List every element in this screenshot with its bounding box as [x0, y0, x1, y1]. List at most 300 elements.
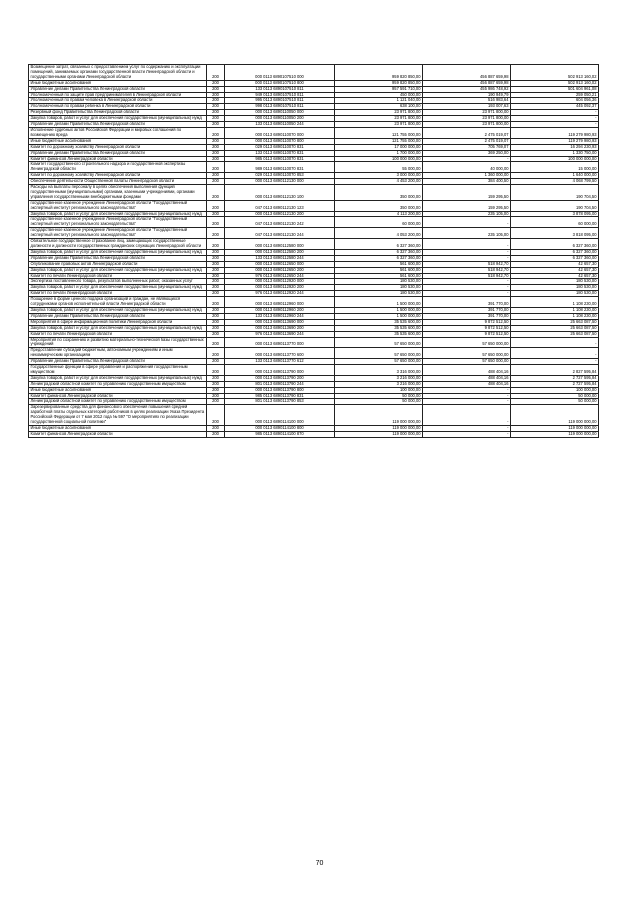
budget-table	[28, 64, 599, 438]
cell-plan: 121 755 000,00	[335, 138, 423, 144]
cell-exec: 57 650 000,00	[423, 359, 511, 365]
cell-code: 200	[207, 185, 225, 201]
cell-name: Управление делами Правительства Ленинградской области	[29, 150, 207, 156]
cell-exec: 9 872 512,50	[423, 331, 511, 337]
cell-rest: -	[511, 359, 599, 365]
cell-kbk: 000 0113 6890113770 600	[225, 348, 335, 359]
cell-plan: 119 000 000,00	[335, 426, 423, 432]
cell-exec: -	[423, 426, 511, 432]
table-row	[29, 348, 599, 359]
cell-exec: 518 942,70	[423, 267, 511, 273]
cell-rest: 180 530,00	[511, 291, 599, 297]
cell-rest: 502 913 160,02	[511, 65, 599, 81]
cell-kbk: 133 0113 6890110070 831	[225, 150, 335, 156]
cell-plan: 180 530,00	[335, 279, 423, 285]
cell-exec: 391 770,00	[423, 307, 511, 313]
cell-code: 200	[207, 110, 225, 116]
cell-code: 200	[207, 92, 225, 98]
cell-plan: 4 453 200,00	[335, 179, 423, 185]
cell-kbk: 029 0113 6890110070 831	[225, 144, 335, 150]
cell-kbk: 133 0113 6890107510 811	[225, 86, 335, 92]
cell-exec: -	[423, 156, 511, 162]
cell-kbk: 000 0113 6890113790 800	[225, 387, 335, 393]
cell-rest: 2 727 595,84	[511, 381, 599, 387]
cell-name: Опубликование правовых актов Ленинградской области	[29, 261, 207, 267]
cell-plan: 1 500 000,00	[335, 307, 423, 313]
cell-code: 200	[207, 291, 225, 297]
cell-code: 200	[207, 313, 225, 319]
cell-name: Комитет по печати Ленинградской области	[29, 331, 207, 337]
cell-rest: 119 000 000,00	[511, 426, 599, 432]
cell-plan: 4 113 200,00	[335, 211, 423, 217]
cell-rest: 1 108 230,00	[511, 297, 599, 308]
cell-kbk: 133 0113 6890110050 244	[225, 122, 335, 128]
cell-kbk: 000 0113 6890113690 200	[225, 325, 335, 331]
cell-plan: 23 971 800,00	[335, 110, 423, 116]
cell-rest: 2 727 595,84	[511, 375, 599, 381]
cell-code: 200	[207, 162, 225, 173]
table-row	[29, 431, 599, 437]
cell-plan: 1 121 040,00	[335, 98, 423, 104]
cell-rest: 25 663 087,50	[511, 331, 599, 337]
cell-rest: 25 663 087,50	[511, 325, 599, 331]
cell-rest: -	[511, 337, 599, 348]
cell-code: 200	[207, 228, 225, 239]
cell-plan: 100 000 000,00	[335, 156, 423, 162]
cell-code: 200	[207, 104, 225, 110]
cell-code: 200	[207, 387, 225, 393]
cell-rest: -	[511, 122, 599, 128]
cell-name: Комитет финансов Ленинградской области	[29, 431, 207, 437]
cell-name: Расходы на выплаты персоналу в целях обеспечения выполнения функций государственными (муниципальными) органами, казенными учреждениями, органами управления государственными внебюджетными фондами	[29, 185, 207, 201]
cell-kbk: 000 0113 6890112650 200	[225, 267, 335, 273]
cell-code: 200	[207, 325, 225, 331]
cell-kbk: 000 0113 6890113790 200	[225, 375, 335, 381]
page-number: 70	[315, 860, 324, 867]
cell-exec: 23 971 800,00	[423, 122, 511, 128]
cell-kbk: 047 0113 6890112130 244	[225, 228, 335, 239]
cell-exec: -	[423, 249, 511, 255]
cell-exec: 2 475 019,07	[423, 127, 511, 138]
cell-plan: 119 000 000,00	[335, 405, 423, 426]
cell-kbk: 976 0113 6890112920 244	[225, 291, 335, 297]
cell-rest: 259 050,21	[511, 92, 599, 98]
cell-exec: 235 105,00	[423, 211, 511, 217]
cell-code: 200	[207, 239, 225, 250]
table-row	[29, 239, 599, 250]
cell-name: Закупка товаров, работ и услуг для обеспечения государственных (муниципальных) нужд	[29, 211, 207, 217]
table-row	[29, 127, 599, 138]
cell-exec: 159 295,50	[423, 185, 511, 201]
cell-rest: 1 108 230,00	[511, 313, 599, 319]
cell-exec: 488 404,16	[423, 365, 511, 376]
cell-code: 200	[207, 116, 225, 122]
cell-name: Комитет по дорожному хозяйству Ленинградской области	[29, 173, 207, 179]
cell-exec: 369 250,00	[423, 150, 511, 156]
cell-rest: 190 704,50	[511, 200, 599, 211]
cell-kbk: 047 0113 6890112130 242	[225, 217, 335, 228]
cell-plan: 561 600,00	[335, 261, 423, 267]
cell-kbk: 000 0113 6890114100 800	[225, 426, 335, 432]
cell-kbk: 000 0113 6890110070 800	[225, 138, 335, 144]
cell-code: 200	[207, 319, 225, 325]
cell-name: государственное казенное учреждение Ленинградской области "Государственный экспертный институт регионального законодательства"	[29, 200, 207, 211]
cell-name: Закупка товаров, работ и услуг для обеспечения государственных (муниципальных) нужд	[29, 325, 207, 331]
cell-code: 200	[207, 285, 225, 291]
cell-exec: 190 949,79	[423, 92, 511, 98]
cell-rest: 119 279 980,93	[511, 127, 599, 138]
cell-rest: 501 604 961,08	[511, 86, 599, 92]
cell-code: 200	[207, 80, 225, 86]
cell-code: 200	[207, 156, 225, 162]
cell-name: Исполнение судебных актов Российской Федерации и мировых соглашений по возмещению вреда	[29, 127, 207, 138]
cell-exec: 391 770,00	[423, 297, 511, 308]
cell-code: 200	[207, 173, 225, 179]
cell-exec: 23 971 800,00	[423, 116, 511, 122]
cell-exec: 391 770,00	[423, 313, 511, 319]
cell-plan: 1 700 000,00	[335, 150, 423, 156]
cell-kbk: 000 0113 6890113790 000	[225, 365, 335, 376]
cell-plan: 57 650 000,00	[335, 359, 423, 365]
cell-kbk: 000 0113 6890107510 800	[225, 80, 335, 86]
cell-kbk: 133 0113 6890113770 612	[225, 359, 335, 365]
cell-name: Закупка товаров, работ и услуг для обеспечения государственных (муниципальных) нужд	[29, 307, 207, 313]
cell-plan: 3 216 000,00	[335, 381, 423, 387]
cell-plan: 350 000,00	[335, 200, 423, 211]
cell-rest: 180 530,00	[511, 279, 599, 285]
cell-name: Зарезервированные средства для финансового обеспечения повышения средней заработной платы отдельных категорий работников в целях реализации Указа Президента Российской Федерации от 7 мая 2012 года № 597 "О мероприятиях по реализации государственной социальной политики"	[29, 405, 207, 426]
cell-name: Управление делами Правительства Ленинградской области	[29, 359, 207, 365]
cell-code: 200	[207, 86, 225, 92]
cell-kbk: 000 0113 6890112130 000	[225, 179, 335, 185]
cell-name: Предоставление субсидий бюджетным, автономным учреждениям и иным некоммерческим организациям	[29, 348, 207, 359]
cell-rest: 42 657,30	[511, 261, 599, 267]
cell-kbk: 000 0113 6890112130 200	[225, 211, 335, 217]
cell-rest: 100 000,00	[511, 387, 599, 393]
cell-name: Комитет государственного строительного надзора и государственной экспертизы Ленинградской области	[29, 162, 207, 173]
cell-name: Уполномоченный по защите прав предпринимателей в Ленинградской области	[29, 92, 207, 98]
cell-code: 200	[207, 138, 225, 144]
cell-rest: 2 827 595,84	[511, 365, 599, 376]
cell-code: 200	[207, 122, 225, 128]
cell-kbk: 000 0113 6890112920 000	[225, 279, 335, 285]
cell-kbk: 000 0113 6890114100 000	[225, 405, 335, 426]
cell-exec: 488 404,16	[423, 375, 511, 381]
cell-name: Комитет финансов Ленинградской области	[29, 393, 207, 399]
cell-kbk: 000 0113 6890112920 200	[225, 285, 335, 291]
cell-kbk: 000 0113 6890113690 000	[225, 319, 335, 325]
cell-kbk: 000 0113 6890112960 200	[225, 307, 335, 313]
cell-plan: 23 971 800,00	[335, 122, 423, 128]
cell-name: Возмещение затрат, связанных с предоставлением услуг по содержанию и эксплуатации помещений, занимаемых органами государственной власти Ленинградской области и государственными органами Ленинградской области	[29, 65, 207, 81]
cell-code: 200	[207, 359, 225, 365]
cell-exec: -	[423, 217, 511, 228]
cell-rest: 445 092,37	[511, 104, 599, 110]
cell-kbk: 029 0113 6890110070 853	[225, 173, 335, 179]
cell-plan: 3 000 000,00	[335, 173, 423, 179]
table-row	[29, 217, 599, 228]
cell-kbk: 801 0113 6890113790 853	[225, 399, 335, 405]
cell-plan: 180 530,00	[335, 285, 423, 291]
cell-code: 200	[207, 331, 225, 337]
cell-name: Закупка товаров, работ и услуг для обеспечения государственных (муниципальных) нужд	[29, 249, 207, 255]
cell-code: 200	[207, 348, 225, 359]
cell-exec: 456 887 659,98	[423, 65, 511, 81]
cell-rest: 6 327 360,00	[511, 249, 599, 255]
cell-exec: -	[423, 285, 511, 291]
cell-exec: 705 769,07	[423, 144, 511, 150]
cell-plan: 50 000,00	[335, 393, 423, 399]
cell-exec: 1 360 000,00	[423, 173, 511, 179]
cell-name: государственное казенное учреждение Ленинградской области "Государственный экспертный институт регионального законодательства"	[29, 217, 207, 228]
cell-exec: 40 000,00	[423, 162, 511, 173]
cell-code: 200	[207, 375, 225, 381]
cell-rest: 604 056,36	[511, 98, 599, 104]
cell-plan: 1 500 000,00	[335, 297, 423, 308]
cell-rest: 180 530,00	[511, 285, 599, 291]
cell-kbk: 998 0113 6890107510 811	[225, 104, 335, 110]
cell-rest: 6 327 360,00	[511, 255, 599, 261]
cell-exec: 456 887 659,98	[423, 80, 511, 86]
cell-name: Управление делами Правительства Ленинградской области	[29, 86, 207, 92]
table-row	[29, 337, 599, 348]
cell-rest: 6 327 360,00	[511, 239, 599, 250]
cell-kbk: 000 0113 6890112580 000	[225, 239, 335, 250]
table-row	[29, 365, 599, 376]
cell-plan: 4 053 200,00	[335, 228, 423, 239]
cell-exec: 9 872 512,50	[423, 325, 511, 331]
cell-name: Обязательное государственное страхование лиц, замещающих государственные должности и должности государственных гражданских служащих Ленинградской области	[29, 239, 207, 250]
cell-plan: 561 600,00	[335, 273, 423, 279]
cell-plan: 1 500 000,00	[335, 313, 423, 319]
cell-exec: -	[423, 387, 511, 393]
cell-rest: 1 108 230,00	[511, 307, 599, 313]
table-row	[29, 297, 599, 308]
cell-code: 200	[207, 249, 225, 255]
cell-exec: -	[423, 393, 511, 399]
cell-exec: 235 105,00	[423, 228, 511, 239]
cell-name: Иные бюджетные ассигнования	[29, 138, 207, 144]
cell-rest: 119 000 000,00	[511, 431, 599, 437]
cell-code: 200	[207, 381, 225, 387]
cell-plan: 957 591 710,00	[335, 86, 423, 92]
cell-exec: 384 400,50	[423, 179, 511, 185]
cell-kbk: 976 0113 6890113690 244	[225, 331, 335, 337]
cell-plan: 3 216 000,00	[335, 375, 423, 381]
cell-kbk: 000 0113 6890107510 000	[225, 65, 335, 81]
cell-rest: 4 068 799,50	[511, 179, 599, 185]
cell-code: 200	[207, 273, 225, 279]
cell-code: 200	[207, 144, 225, 150]
cell-name: Закупка товаров, работ и услуг для обеспечения государственных (муниципальных) нужд	[29, 116, 207, 122]
cell-kbk: 976 0113 6890112650 244	[225, 273, 335, 279]
cell-exec: -	[423, 291, 511, 297]
cell-code: 200	[207, 127, 225, 138]
cell-exec: -	[423, 431, 511, 437]
cell-rest: 3 878 095,00	[511, 211, 599, 217]
cell-exec: 518 942,70	[423, 273, 511, 279]
cell-code: 200	[207, 179, 225, 185]
cell-name: Ленинградский областной комитет по управлению государственным имуществом	[29, 399, 207, 405]
cell-rest: 119 279 980,93	[511, 138, 599, 144]
cell-kbk: 000 0113 6890110050 200	[225, 116, 335, 122]
cell-plan: 959 820 850,00	[335, 80, 423, 86]
cell-exec: 57 650 000,00	[423, 348, 511, 359]
cell-name: Обеспечение деятельности Общественной палаты Ленинградской области	[29, 179, 207, 185]
budget-table-body	[29, 65, 599, 438]
cell-name: Управление делами Правительства Ленинградской области	[29, 313, 207, 319]
cell-name: Закупка товаров, работ и услуг для обеспечения государственных (муниципальных) нужд	[29, 375, 207, 381]
cell-name: Иные бюджетные ассигнования	[29, 80, 207, 86]
cell-kbk: 000 0113 6890110070 000	[225, 127, 335, 138]
cell-exec: 159 295,50	[423, 200, 511, 211]
cell-name: Иные бюджетные ассигнования	[29, 426, 207, 432]
cell-exec: 516 983,64	[423, 98, 511, 104]
cell-plan: 23 971 800,00	[335, 116, 423, 122]
cell-exec: 455 986 748,92	[423, 86, 511, 92]
cell-rest: 15 000,00	[511, 162, 599, 173]
cell-name: Ленинградский областной комитет по управлению государственным имуществом	[29, 381, 207, 387]
cell-rest: -	[511, 110, 599, 116]
cell-name: государственное казенное учреждение Ленинградской области "Государственный экспертный институт регионального законодательства"	[29, 228, 207, 239]
cell-kbk: 985 0113 6890113790 831	[225, 393, 335, 399]
table-row	[29, 200, 599, 211]
cell-rest: 50 000,00	[511, 393, 599, 399]
cell-name: Управление делами Правительства Ленинградской области	[29, 255, 207, 261]
cell-exec: -	[423, 239, 511, 250]
cell-kbk: 000 0113 6890112130 100	[225, 185, 335, 201]
cell-name: Закупка товаров, работ и услуг для обеспечения государственных (муниципальных) нужд	[29, 267, 207, 273]
cell-plan: 6 327 360,00	[335, 255, 423, 261]
cell-code: 200	[207, 431, 225, 437]
cell-exec: 23 971 800,00	[423, 110, 511, 116]
cell-kbk: 133 0113 6890112960 244	[225, 313, 335, 319]
cell-rest: 42 657,30	[511, 267, 599, 273]
cell-plan: 55 000,00	[335, 162, 423, 173]
table-row	[29, 405, 599, 426]
cell-kbk: 000 0113 6890110050 000	[225, 110, 335, 116]
cell-code: 200	[207, 307, 225, 313]
cell-kbk: 949 0113 6890107510 811	[225, 92, 335, 98]
cell-name: Резервный фонд Правительства Ленинградской области	[29, 110, 207, 116]
cell-name: Комитет финансов Ленинградской области	[29, 156, 207, 162]
cell-name: Комитет по печати Ленинградской области	[29, 291, 207, 297]
cell-rest: 1 330 750,00	[511, 150, 599, 156]
cell-code: 200	[207, 267, 225, 273]
cell-plan: 100 000,00	[335, 387, 423, 393]
cell-code: 200	[207, 365, 225, 376]
cell-code: 200	[207, 405, 225, 426]
cell-kbk: 133 0113 6890112580 244	[225, 255, 335, 261]
cell-plan: 60 000,00	[335, 217, 423, 228]
cell-code: 200	[207, 337, 225, 348]
cell-kbk: 000 0113 6890112650 000	[225, 261, 335, 267]
cell-rest: 190 704,50	[511, 185, 599, 201]
cell-name: Экспертиза поставленного товара, результатов выполненных работ, оказанных услуг	[29, 279, 207, 285]
cell-rest: 16 294 230,93	[511, 144, 599, 150]
cell-plan: 119 000 000,00	[335, 431, 423, 437]
cell-plan: 561 600,00	[335, 267, 423, 273]
cell-code: 200	[207, 426, 225, 432]
cell-exec: 518 942,70	[423, 261, 511, 267]
cell-name: Управление делами Правительства Ленинградской области	[29, 122, 207, 128]
cell-rest: -	[511, 116, 599, 122]
cell-kbk: 000 0113 6890112960 000	[225, 297, 335, 308]
cell-code: 200	[207, 150, 225, 156]
table-row	[29, 162, 599, 173]
cell-code: 200	[207, 98, 225, 104]
cell-exec: -	[423, 255, 511, 261]
cell-code: 200	[207, 399, 225, 405]
cell-name: Уполномоченный по правам ребенка в Ленинградской области	[29, 104, 207, 110]
cell-rest: 42 657,30	[511, 273, 599, 279]
cell-code: 200	[207, 279, 225, 285]
cell-exec: 57 650 000,00	[423, 337, 511, 348]
cell-kbk: 047 0113 6890112130 123	[225, 200, 335, 211]
cell-plan: 35 535 600,00	[335, 319, 423, 325]
table-row	[29, 228, 599, 239]
cell-plan: 959 820 850,00	[335, 65, 423, 81]
cell-kbk: 000 0113 6890112580 200	[225, 249, 335, 255]
cell-name: Государственные функции в сфере управления и распоряжения государственным имуществом	[29, 365, 207, 376]
cell-plan: 180 530,00	[335, 291, 423, 297]
cell-exec: -	[423, 399, 511, 405]
cell-plan: 121 755 000,00	[335, 127, 423, 138]
cell-rest: 50 000,00	[511, 399, 599, 405]
cell-code: 200	[207, 261, 225, 267]
cell-code: 200	[207, 297, 225, 308]
cell-plan: 35 535 600,00	[335, 331, 423, 337]
cell-name: Уполномоченный по правам человека в Ленинградской области	[29, 98, 207, 104]
cell-name: Иные бюджетные ассигнования	[29, 387, 207, 393]
cell-rest: 3 818 095,00	[511, 228, 599, 239]
cell-exec: 488 404,16	[423, 381, 511, 387]
cell-name: Комитет по дорожному хозяйству Ленинградской области	[29, 144, 207, 150]
cell-code: 200	[207, 200, 225, 211]
cell-rest: -	[511, 348, 599, 359]
cell-plan: 350 000,00	[335, 185, 423, 201]
cell-name: Поощрение в форме ценного подарка организаций и граждан, не являющихся сотрудниками органов исполнительной власти Ленинградской области	[29, 297, 207, 308]
cell-name: Мероприятия по сохранению и развитию материально-технической базы государственных учреждений	[29, 337, 207, 348]
cell-name: Мероприятия в сфере информационной политики Ленинградской области	[29, 319, 207, 325]
cell-plan: 638 100,00	[335, 104, 423, 110]
table-row	[29, 65, 599, 81]
cell-exec: 2 475 019,07	[423, 138, 511, 144]
table-row	[29, 185, 599, 201]
cell-plan: 3 316 000,00	[335, 365, 423, 376]
cell-exec: 9 872 512,50	[423, 319, 511, 325]
cell-kbk: 985 0113 6890114100 870	[225, 431, 335, 437]
cell-kbk: 000 0113 6890113770 000	[225, 337, 335, 348]
cell-rest: 25 663 087,50	[511, 319, 599, 325]
cell-code: 200	[207, 393, 225, 399]
cell-plan: 450 000,00	[335, 92, 423, 98]
cell-plan: 50 000,00	[335, 399, 423, 405]
cell-plan: 35 535 600,00	[335, 325, 423, 331]
cell-exec: -	[423, 279, 511, 285]
cell-plan: 17 000 000,00	[335, 144, 423, 150]
cell-plan: 6 327 360,00	[335, 249, 423, 255]
cell-name: Закупка товаров, работ и услуг для обеспечения государственных (муниципальных) нужд	[29, 285, 207, 291]
cell-code: 200	[207, 65, 225, 81]
cell-rest: 119 000 000,00	[511, 405, 599, 426]
cell-plan: 57 650 000,00	[335, 348, 423, 359]
cell-kbk: 985 0113 6890110070 831	[225, 156, 335, 162]
cell-exec: 193 007,63	[423, 104, 511, 110]
cell-kbk: 801 0113 6890113790 244	[225, 381, 335, 387]
cell-kbk: 989 0113 6890110070 831	[225, 162, 335, 173]
cell-rest: 502 913 160,02	[511, 80, 599, 86]
